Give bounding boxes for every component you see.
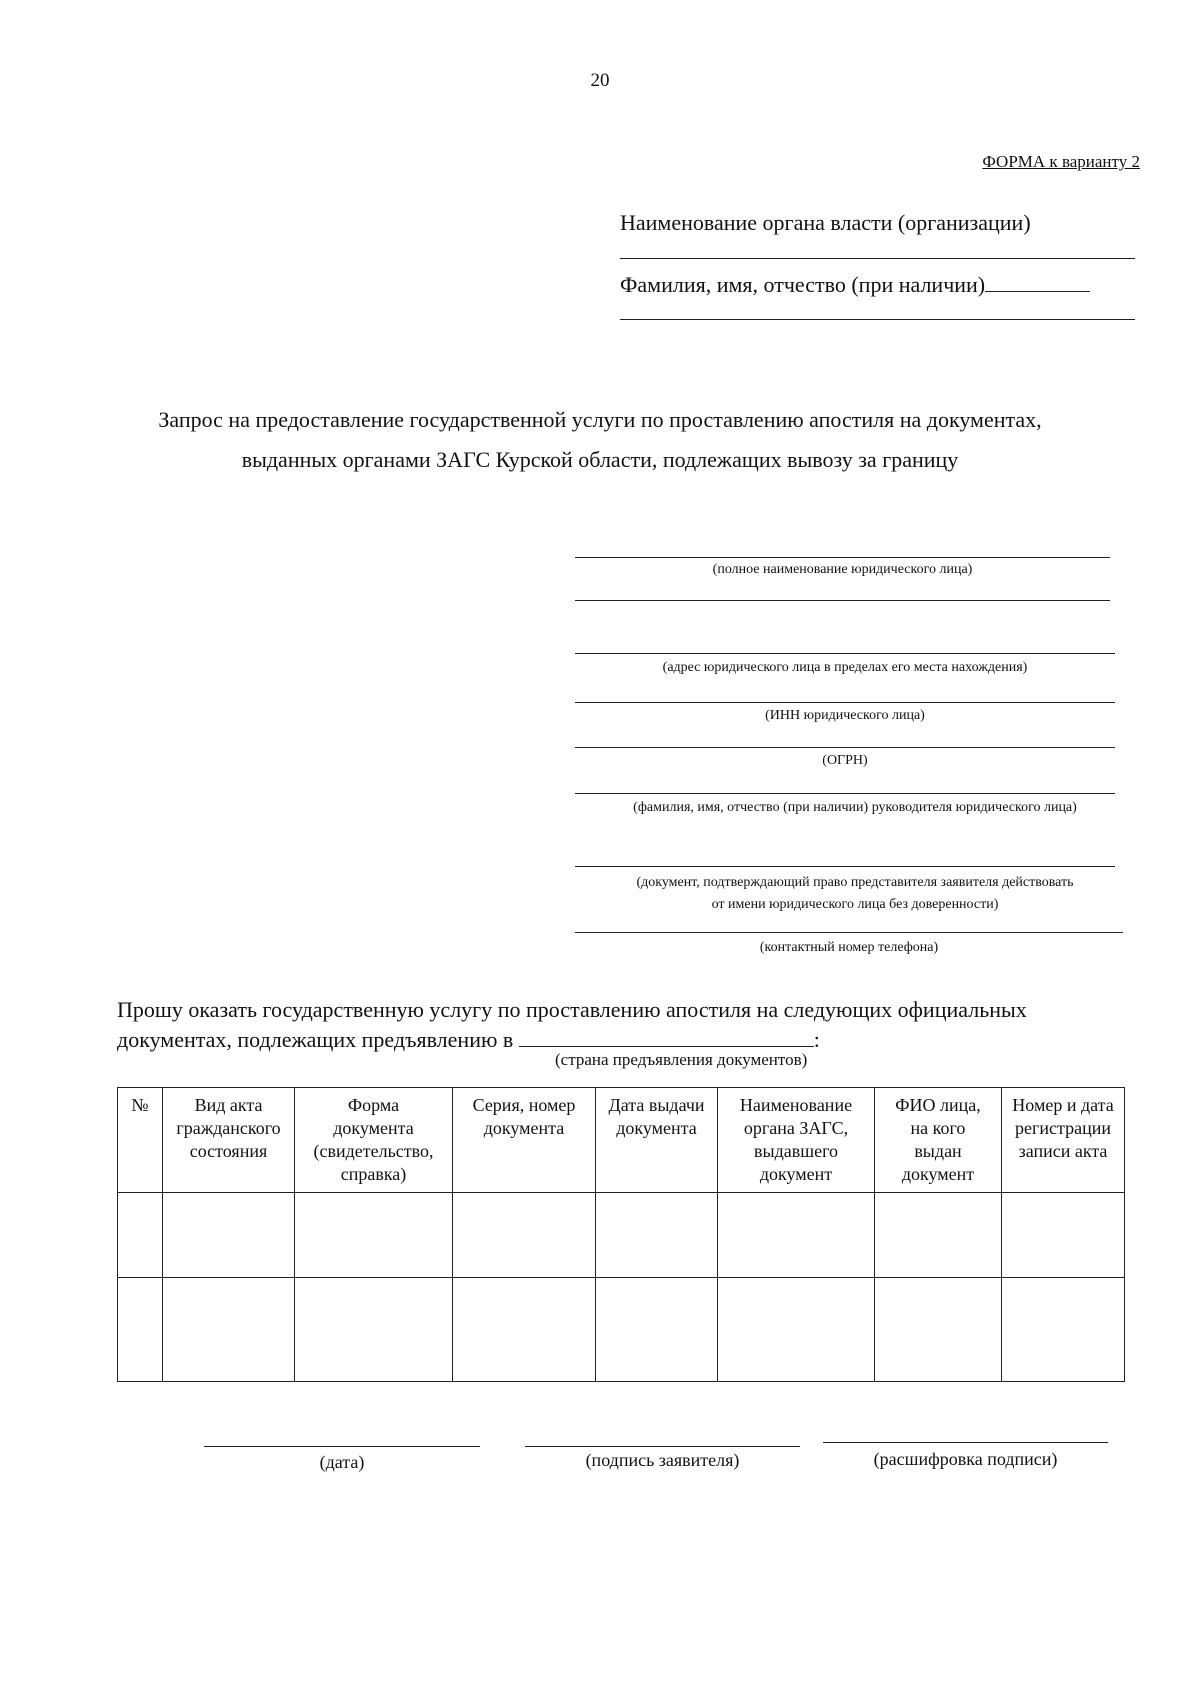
authority-doc-caption-line-1: (документ, подтверждающий право представителя заявителя действовать: [636, 875, 1074, 890]
col-header-series-number: Серия, номер документа: [453, 1088, 596, 1193]
fio-continuation-line[interactable]: [620, 319, 1135, 320]
table-header-row: [118, 1088, 1125, 1193]
table-cell[interactable]: [453, 1193, 596, 1278]
fio-label: Фамилия, имя, отчество (при наличии): [620, 272, 986, 297]
table-cell[interactable]: [453, 1278, 596, 1382]
authority-doc-caption-line-2: от имени юридического лица без доверенности): [711, 897, 999, 912]
country-caption: (страна предъявления документов): [555, 1050, 808, 1069]
table-cell[interactable]: [295, 1193, 453, 1278]
authority-label: Наименование органа власти (организации): [620, 210, 1031, 235]
title-line-1: Запрос на предоставление государственной услуги по проставлению апостиля на документах,: [158, 407, 1042, 432]
ogrn-line[interactable]: [575, 747, 1115, 748]
phone-line[interactable]: [575, 932, 1123, 933]
head-fio-caption: (фамилия, имя, отчество (при наличии) руководителя юридического лица): [633, 800, 1077, 815]
document-title: [0, 400, 1200, 480]
inn-line[interactable]: [575, 702, 1115, 703]
col-header-zags-name: Наименование органа ЗАГС, выдавшего документ: [718, 1088, 875, 1193]
legal-name-line[interactable]: [575, 557, 1110, 558]
signature-caption: (подпись заявителя): [585, 1450, 740, 1470]
address-caption: (адрес юридического лица в пределах его места нахождения): [662, 660, 1028, 675]
col-header-number: №: [118, 1088, 163, 1193]
request-line-1: Прошу оказать государственную услугу по проставлению апостиля на следующих официальных: [117, 997, 1027, 1022]
request-line-2-text: документах, подлежащих предъявлению в: [117, 1027, 514, 1052]
ogrn-caption: (ОГРН): [822, 753, 868, 768]
table-cell[interactable]: [718, 1278, 875, 1382]
request-paragraph: [117, 995, 1137, 1055]
phone-caption: (контактный номер телефона): [759, 940, 939, 955]
table-cell[interactable]: [718, 1193, 875, 1278]
inn-caption: (ИНН юридического лица): [765, 708, 925, 723]
fio-row: [620, 272, 1090, 298]
documents-table: [117, 1087, 1125, 1382]
legal-name-caption: (полное наименование юридического лица): [712, 562, 973, 577]
table-cell[interactable]: [875, 1193, 1002, 1278]
table-cell[interactable]: [295, 1278, 453, 1382]
table-cell[interactable]: [118, 1193, 163, 1278]
title-line-2: выданных органами ЗАГС Курской области, подлежащих вывозу за границу: [241, 447, 959, 472]
form-tag: ФОРМА к варианту 2: [982, 152, 1140, 171]
authority-input-line[interactable]: [620, 258, 1135, 259]
authority-doc-line[interactable]: [575, 866, 1115, 867]
decoding-caption: (расшифровка подписи): [873, 1449, 1058, 1469]
date-signature-line[interactable]: [204, 1446, 480, 1447]
table-cell[interactable]: [596, 1278, 718, 1382]
date-caption: (дата): [319, 1452, 365, 1472]
address-line[interactable]: [575, 653, 1115, 654]
head-fio-line[interactable]: [575, 793, 1115, 794]
table-cell[interactable]: [1002, 1193, 1125, 1278]
table-cell[interactable]: [163, 1193, 295, 1278]
table-row: [118, 1278, 1125, 1382]
table-cell[interactable]: [1002, 1278, 1125, 1382]
col-header-document-form: Форма документа (свидетельство, справка): [295, 1088, 453, 1193]
table-cell[interactable]: [596, 1193, 718, 1278]
table-cell[interactable]: [875, 1278, 1002, 1382]
request-line-2-colon: :: [813, 1027, 820, 1052]
applicant-signature-line[interactable]: [525, 1446, 800, 1447]
signature-decoding-line[interactable]: [823, 1442, 1108, 1443]
table-cell[interactable]: [163, 1278, 295, 1382]
country-input-line[interactable]: [519, 1028, 814, 1047]
table-cell[interactable]: [118, 1278, 163, 1382]
page-number: 20: [590, 70, 610, 91]
legal-name-continuation-line[interactable]: [575, 600, 1110, 601]
col-header-issue-date: Дата выдачи документа: [596, 1088, 718, 1193]
col-header-person-fio: ФИО лица, на кого выдан документ: [875, 1088, 1002, 1193]
col-header-record-number-date: Номер и дата регистрации записи акта: [1002, 1088, 1125, 1193]
col-header-act-type: Вид акта гражданского состояния: [163, 1088, 295, 1193]
table-row: [118, 1193, 1125, 1278]
authority-doc-caption: [575, 872, 1135, 916]
fio-input-line[interactable]: [985, 273, 1090, 292]
